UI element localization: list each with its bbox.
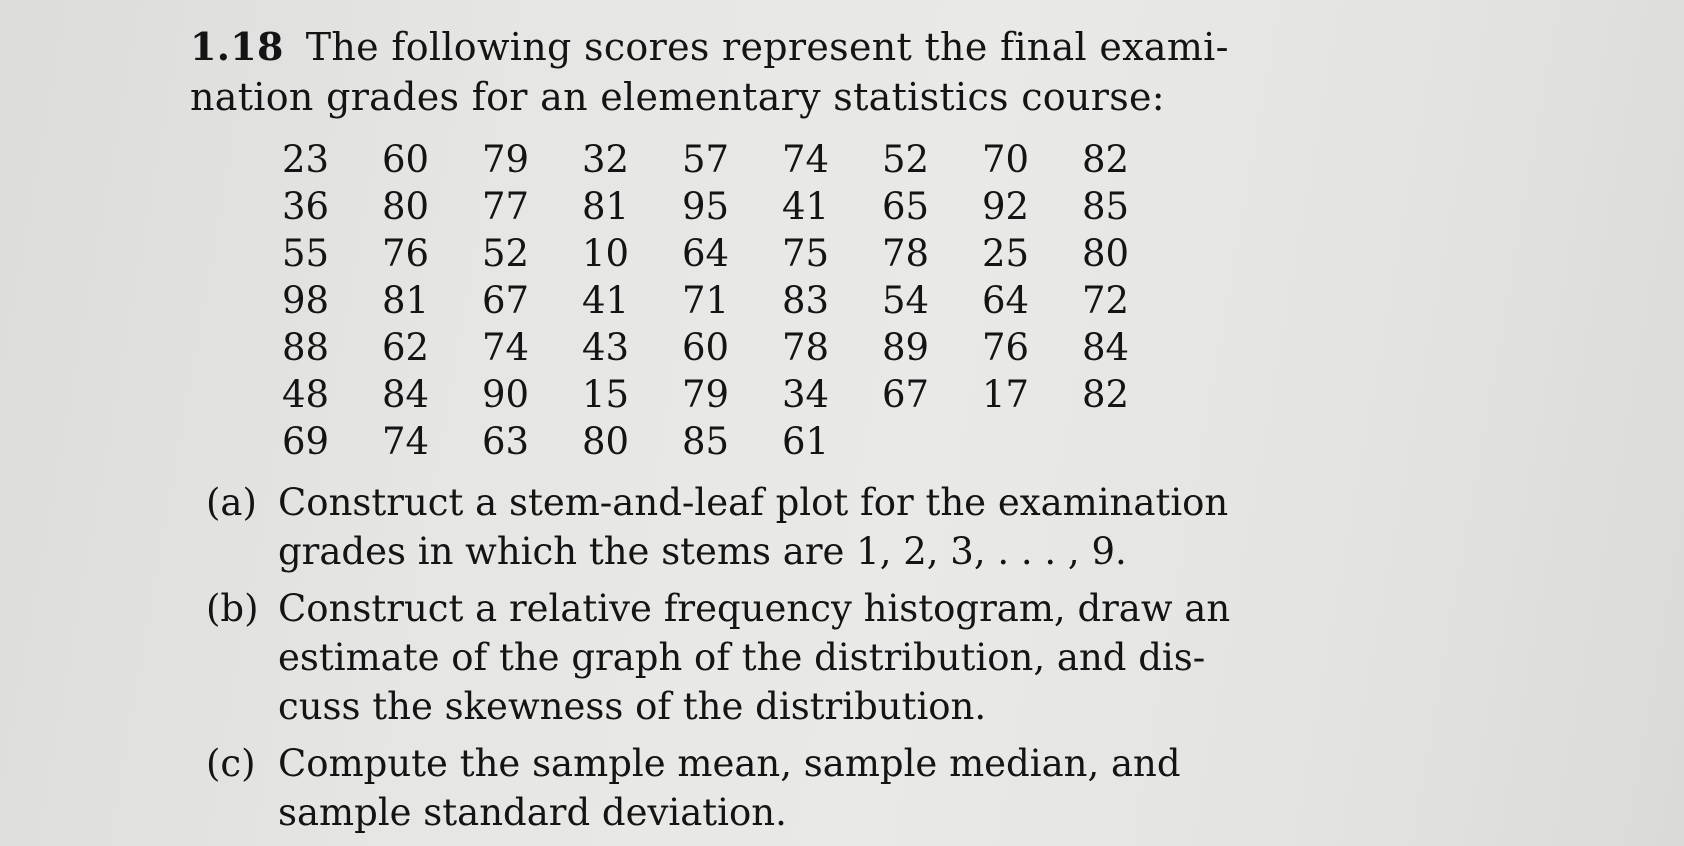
part-c-line-1: Compute the sample mean, sample median, and — [278, 742, 1181, 785]
score-cell: 32 — [582, 138, 630, 181]
score-cell: 88 — [282, 326, 330, 369]
score-cell: 95 — [682, 185, 730, 228]
score-cell: 10 — [582, 232, 630, 275]
problem-number: 1.18 — [190, 24, 284, 69]
score-cell: 78 — [782, 326, 830, 369]
score-cell: 43 — [582, 326, 630, 369]
score-cell: 78 — [882, 232, 930, 275]
score-cell: 60 — [382, 138, 430, 181]
score-cell: 15 — [582, 373, 630, 416]
score-cell: 64 — [682, 232, 730, 275]
score-cell: 41 — [582, 279, 630, 322]
score-cell: 79 — [482, 138, 530, 181]
score-cell: 89 — [882, 326, 930, 369]
score-cell: 77 — [482, 185, 530, 228]
score-cell: 80 — [1082, 232, 1130, 275]
part-c-line-2: sample standard deviation. — [278, 791, 787, 834]
score-cell: 62 — [382, 326, 430, 369]
part-b-label: (b) — [206, 587, 259, 630]
score-cell: 80 — [382, 185, 430, 228]
part-c-text — [278, 739, 1236, 837]
score-cell: 83 — [782, 279, 830, 322]
score-cell: 81 — [382, 279, 430, 322]
score-cell: 74 — [782, 138, 830, 181]
score-cell: 92 — [982, 185, 1030, 228]
score-cell: 75 — [782, 232, 830, 275]
part-b-line-3: cuss the skewness of the distribution. — [278, 685, 987, 728]
score-cell: 98 — [282, 279, 330, 322]
score-cell: 70 — [982, 138, 1030, 181]
part-a — [206, 478, 1236, 576]
part-a-line-2: grades in which the stems are 1, 2, 3, . . . , 9. — [278, 530, 1127, 573]
score-cell: 48 — [282, 373, 330, 416]
score-cell: 61 — [782, 420, 830, 463]
score-cell: 74 — [382, 420, 430, 463]
score-cell: 85 — [682, 420, 730, 463]
problem-parts — [206, 478, 1236, 845]
score-cell: 72 — [1082, 279, 1130, 322]
part-a-label: (a) — [206, 481, 257, 524]
score-cell: 67 — [882, 373, 930, 416]
score-cell: 82 — [1082, 138, 1130, 181]
score-cell: 41 — [782, 185, 830, 228]
score-cell: 81 — [582, 185, 630, 228]
score-cell: 71 — [682, 279, 730, 322]
problem-text-line-2: nation grades for an elementary statistics course: — [190, 75, 1165, 119]
score-cell: 60 — [682, 326, 730, 369]
score-cell: 36 — [282, 185, 330, 228]
score-cell: 65 — [882, 185, 930, 228]
score-cell: 55 — [282, 232, 330, 275]
part-b — [206, 584, 1236, 731]
score-cell: 74 — [482, 326, 530, 369]
part-c — [206, 739, 1236, 837]
scores-table — [282, 136, 1182, 465]
score-cell: 17 — [982, 373, 1030, 416]
part-b-line-1: Construct a relative frequency histogram, draw an — [278, 587, 1231, 630]
score-cell: 54 — [882, 279, 930, 322]
score-cell: 63 — [482, 420, 530, 463]
part-c-label: (c) — [206, 742, 256, 785]
part-b-line-2: estimate of the graph of the distribution, and dis- — [278, 636, 1206, 679]
score-cell: 85 — [1082, 185, 1130, 228]
score-cell: 80 — [582, 420, 630, 463]
score-cell: 52 — [482, 232, 530, 275]
score-cell: 67 — [482, 279, 530, 322]
score-cell: 64 — [982, 279, 1030, 322]
part-b-text — [278, 584, 1236, 731]
score-cell: 57 — [682, 138, 730, 181]
score-cell: 84 — [382, 373, 430, 416]
problem-statement — [190, 22, 1230, 122]
score-cell: 90 — [482, 373, 530, 416]
part-a-line-1: Construct a stem-and-leaf plot for the examination — [278, 481, 1229, 524]
score-cell: 84 — [1082, 326, 1130, 369]
score-cell: 76 — [982, 326, 1030, 369]
score-cell: 69 — [282, 420, 330, 463]
score-cell: 52 — [882, 138, 930, 181]
part-a-text — [278, 478, 1236, 576]
problem-text-line-1: The following scores represent the final exami- — [305, 25, 1229, 69]
score-cell: 34 — [782, 373, 830, 416]
score-cell: 82 — [1082, 373, 1130, 416]
score-cell: 25 — [982, 232, 1030, 275]
score-cell: 79 — [682, 373, 730, 416]
score-cell: 76 — [382, 232, 430, 275]
score-cell: 23 — [282, 138, 330, 181]
